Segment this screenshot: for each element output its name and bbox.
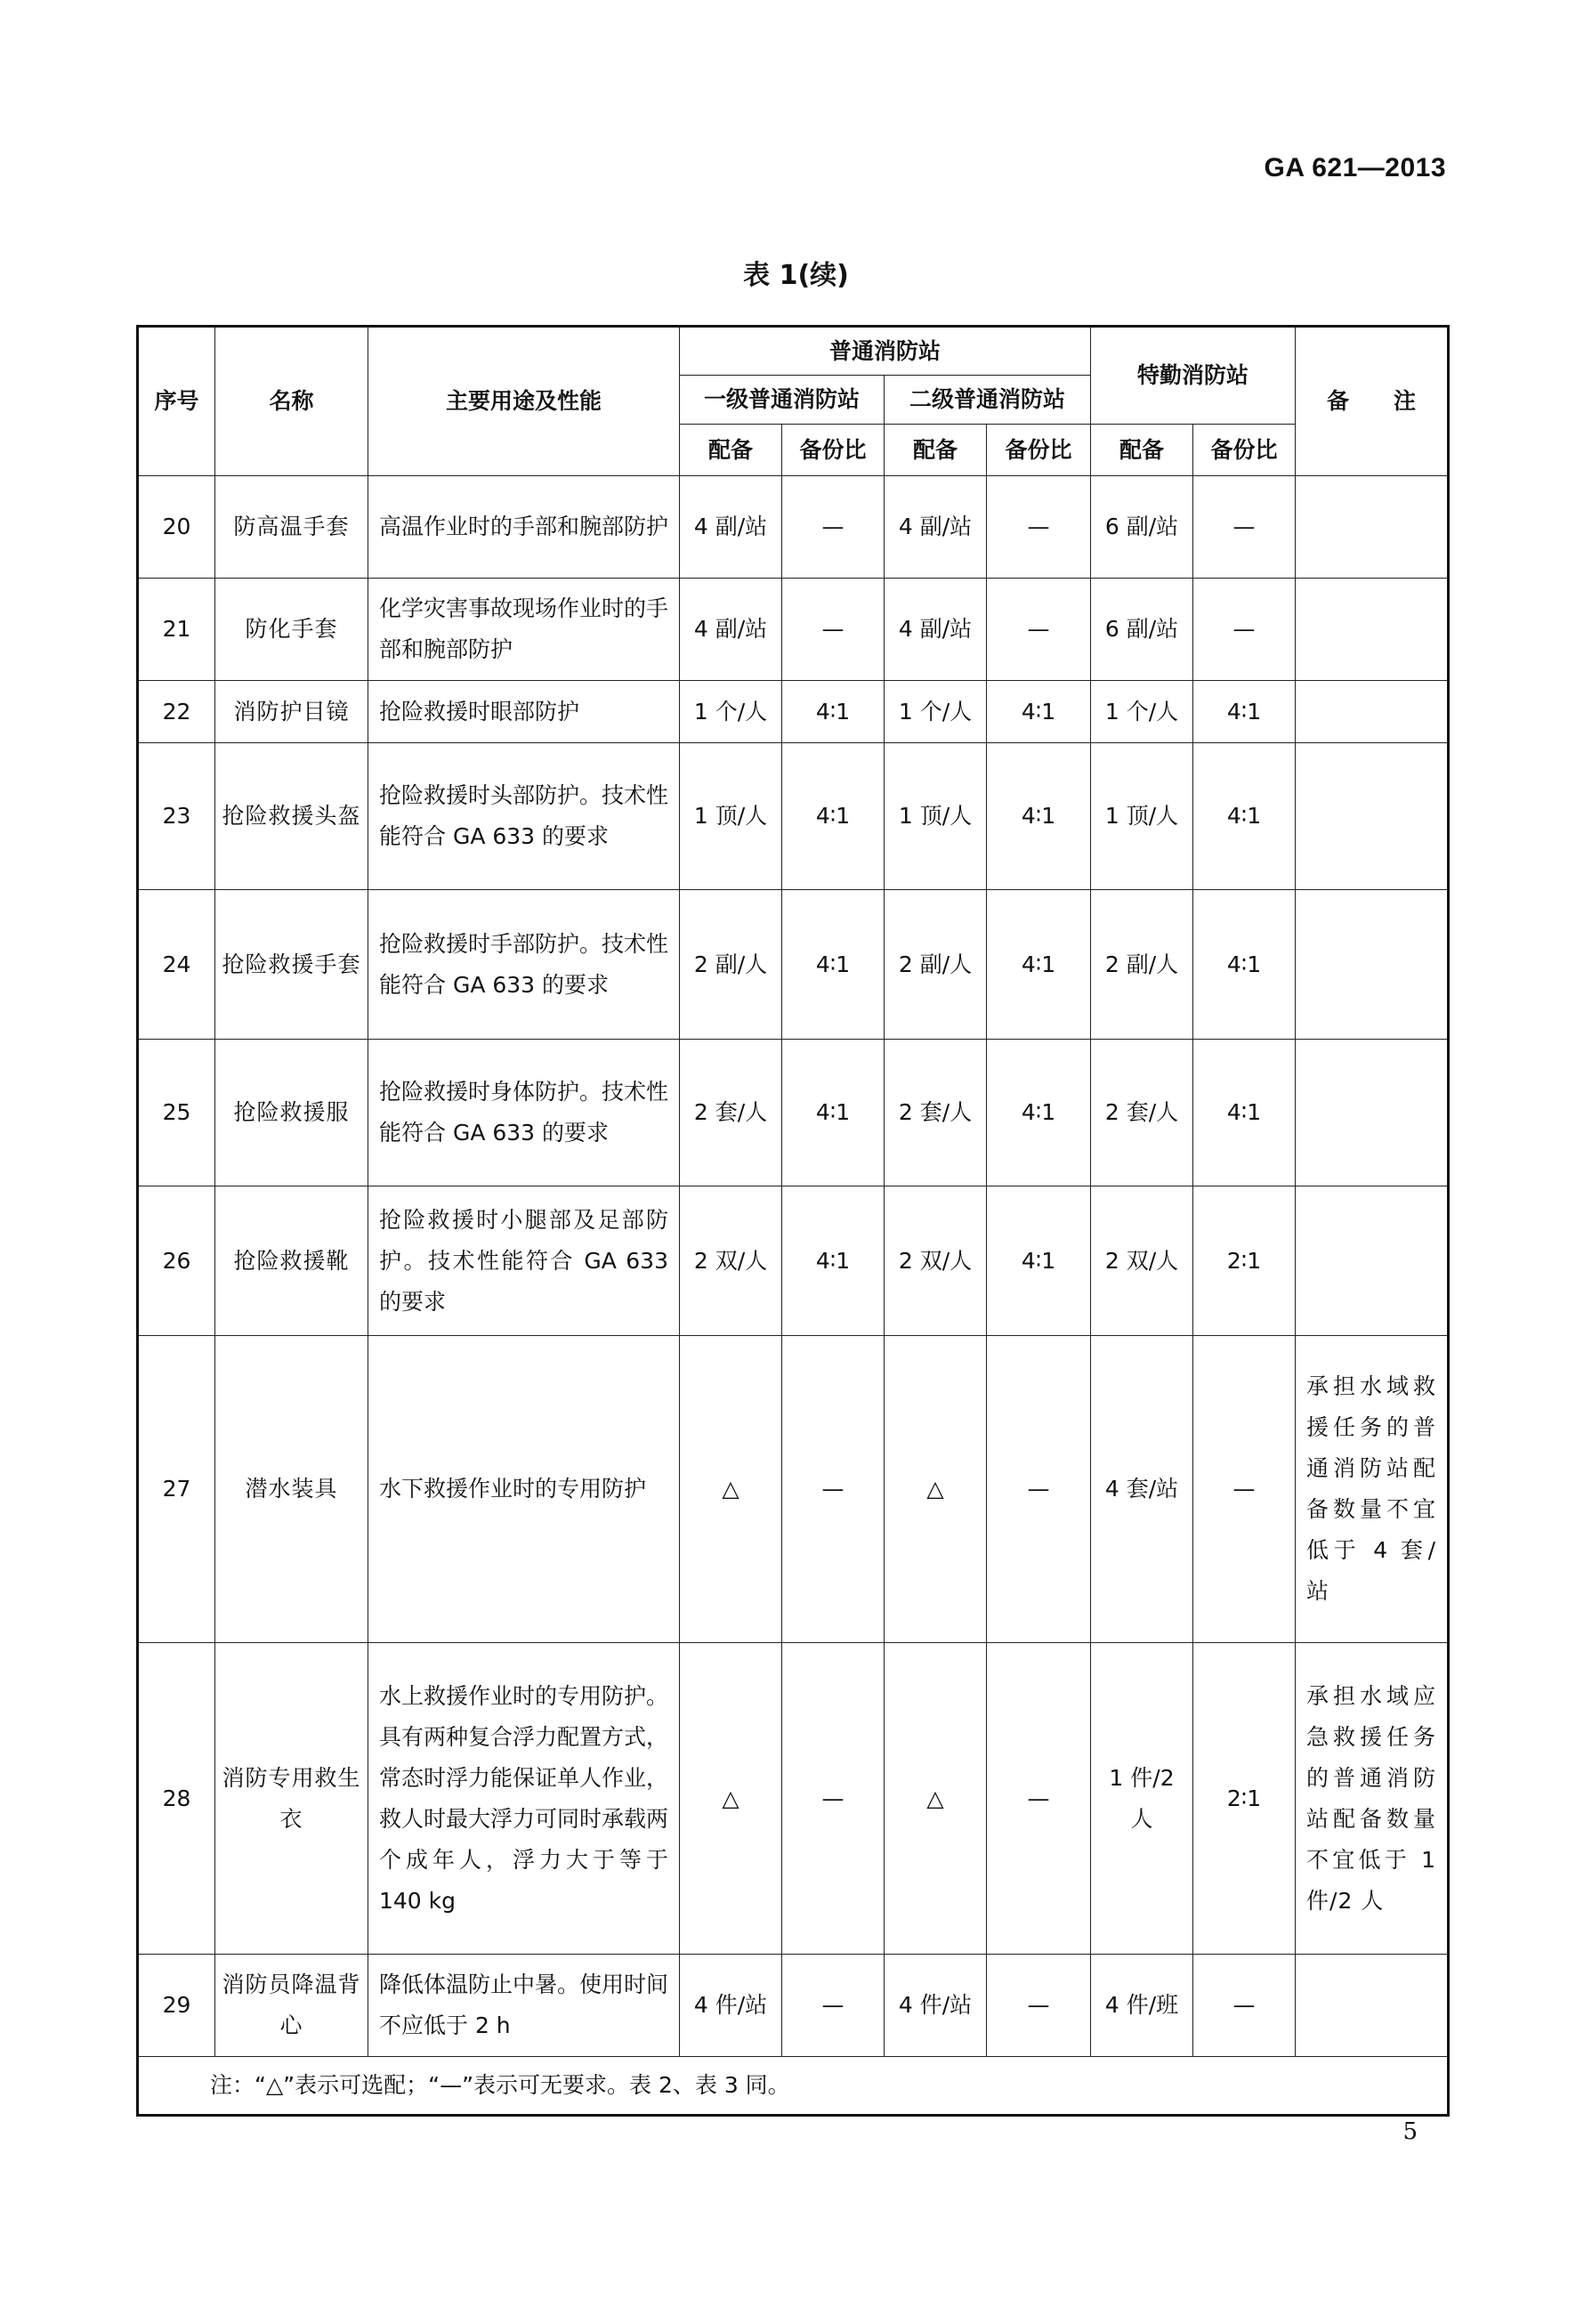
- table-row: [138, 1336, 1449, 1643]
- standard-code: GA 621—2013: [1264, 153, 1446, 182]
- cell-sp-equip: 4 件/班: [1091, 1955, 1193, 2057]
- cell-seq: 25: [138, 1040, 215, 1186]
- cell-seq: 23: [138, 743, 215, 890]
- cell-l1-backup: —: [782, 1643, 885, 1955]
- header-remark: 备 注: [1296, 327, 1449, 476]
- cell-sp-equip: 2 双/人: [1091, 1186, 1193, 1336]
- cell-remark: [1296, 1955, 1449, 2057]
- table-caption: 表 1(续): [743, 260, 849, 291]
- cell-l1-backup: 4∶1: [782, 1186, 885, 1336]
- cell-sp-backup: —: [1193, 476, 1296, 579]
- cell-sp-backup: 2∶1: [1193, 1643, 1296, 1955]
- cell-l1-equip: 2 副/人: [680, 890, 782, 1040]
- cell-l2-backup: —: [987, 579, 1091, 681]
- cell-sp-equip: 1 件/2 人: [1091, 1643, 1193, 1955]
- cell-l2-backup: 4∶1: [987, 890, 1091, 1040]
- cell-l2-equip: △: [885, 1643, 987, 1955]
- cell-l1-backup: —: [782, 1336, 885, 1643]
- header-seq: 序号: [138, 327, 215, 476]
- table-row: [138, 1186, 1449, 1336]
- cell-sp-equip: 2 套/人: [1091, 1040, 1193, 1186]
- cell-name: 潜水装具: [215, 1336, 368, 1643]
- header-l2-equip: 配备: [885, 425, 987, 476]
- cell-sp-equip: 4 套/站: [1091, 1336, 1193, 1643]
- cell-sp-backup: 4∶1: [1193, 890, 1296, 1040]
- cell-seq: 26: [138, 1186, 215, 1336]
- cell-l1-backup: —: [782, 1955, 885, 2057]
- cell-use: 抢险救援时小腿部及足部防护。技术性能符合 GA 633 的要求: [368, 1186, 680, 1336]
- cell-remark: [1296, 681, 1449, 743]
- cell-use: 化学灾害事故现场作业时的手部和腕部防护: [368, 579, 680, 681]
- cell-remark: [1296, 476, 1449, 579]
- cell-l2-backup: —: [987, 1336, 1091, 1643]
- cell-name: 抢险救援服: [215, 1040, 368, 1186]
- cell-name: 消防专用救生衣: [215, 1643, 368, 1955]
- cell-l2-equip: 1 顶/人: [885, 743, 987, 890]
- cell-name: 消防员降温背心: [215, 1955, 368, 2057]
- cell-name: 抢险救援头盔: [215, 743, 368, 890]
- cell-l1-equip: 1 个/人: [680, 681, 782, 743]
- cell-sp-backup: —: [1193, 1336, 1296, 1643]
- cell-name: 防化手套: [215, 579, 368, 681]
- cell-name: 抢险救援手套: [215, 890, 368, 1040]
- cell-l1-equip: 1 顶/人: [680, 743, 782, 890]
- cell-l2-backup: 4∶1: [987, 1186, 1091, 1336]
- cell-remark: 承担水域救援任务的普通消防站配备数量不宜低于 4 套/站: [1296, 1336, 1449, 1643]
- cell-sp-backup: —: [1193, 579, 1296, 681]
- cell-use: 水下救援作业时的专用防护: [368, 1336, 680, 1643]
- header-l1-equip: 配备: [680, 425, 782, 476]
- cell-sp-equip: 1 个/人: [1091, 681, 1193, 743]
- cell-l2-equip: 2 套/人: [885, 1040, 987, 1186]
- header-level2: 二级普通消防站: [885, 376, 1091, 425]
- table-row: [138, 1040, 1449, 1186]
- header-sp-equip: 配备: [1091, 425, 1193, 476]
- cell-l2-equip: 2 双/人: [885, 1186, 987, 1336]
- cell-l2-backup: —: [987, 1955, 1091, 2057]
- table-row: [138, 681, 1449, 743]
- header-l1-backup: 备份比: [782, 425, 885, 476]
- table-row: [138, 890, 1449, 1040]
- cell-l1-equip: △: [680, 1336, 782, 1643]
- cell-l1-equip: 4 副/站: [680, 579, 782, 681]
- cell-sp-equip: 6 副/站: [1091, 476, 1193, 579]
- cell-l2-backup: 4∶1: [987, 743, 1091, 890]
- cell-l2-equip: △: [885, 1336, 987, 1643]
- cell-use: 抢险救援时身体防护。技术性能符合 GA 633 的要求: [368, 1040, 680, 1186]
- cell-l1-backup: 4∶1: [782, 743, 885, 890]
- cell-l1-equip: 4 副/站: [680, 476, 782, 579]
- cell-l2-backup: 4∶1: [987, 681, 1091, 743]
- cell-l2-backup: 4∶1: [987, 1040, 1091, 1186]
- equipment-table: [136, 325, 1450, 2117]
- cell-l2-equip: 4 件/站: [885, 1955, 987, 2057]
- cell-remark: [1296, 890, 1449, 1040]
- cell-l1-equip: 4 件/站: [680, 1955, 782, 2057]
- cell-use: 抢险救援时头部防护。技术性能符合 GA 633 的要求: [368, 743, 680, 890]
- cell-use: 抢险救援时眼部防护: [368, 681, 680, 743]
- cell-remark: [1296, 1040, 1449, 1186]
- cell-l1-backup: —: [782, 579, 885, 681]
- cell-seq: 27: [138, 1336, 215, 1643]
- cell-seq: 29: [138, 1955, 215, 2057]
- cell-use: 水上救援作业时的专用防护。具有两种复合浮力配置方式，常态时浮力能保证单人作业，救人时最大浮力可同时承载两个成年人，浮力大于等于 140 kg: [368, 1643, 680, 1955]
- table-header: [138, 327, 1449, 476]
- cell-l1-equip: △: [680, 1643, 782, 1955]
- cell-remark: [1296, 579, 1449, 681]
- cell-sp-equip: 2 副/人: [1091, 890, 1193, 1040]
- table-footnote: 注：“△”表示可选配；“—”表示可无要求。表 2、表 3 同。: [138, 2057, 1449, 2116]
- header-name: 名称: [215, 327, 368, 476]
- cell-name: 抢险救援靴: [215, 1186, 368, 1336]
- table-body: [138, 476, 1449, 2116]
- header-special-station: 特勤消防站: [1091, 327, 1296, 425]
- cell-sp-equip: 1 顶/人: [1091, 743, 1193, 890]
- cell-l2-equip: 2 副/人: [885, 890, 987, 1040]
- cell-seq: 28: [138, 1643, 215, 1955]
- page-number: 5: [1402, 2118, 1418, 2145]
- cell-name: 消防护目镜: [215, 681, 368, 743]
- cell-sp-backup: 4∶1: [1193, 743, 1296, 890]
- cell-l2-equip: 4 副/站: [885, 476, 987, 579]
- header-level1: 一级普通消防站: [680, 376, 885, 425]
- table-row: [138, 743, 1449, 890]
- cell-use: 降低体温防止中暑。使用时间不应低于 2 h: [368, 1955, 680, 2057]
- table-row: [138, 1643, 1449, 1955]
- header-l2-backup: 备份比: [987, 425, 1091, 476]
- cell-name: 防高温手套: [215, 476, 368, 579]
- cell-sp-backup: 4∶1: [1193, 681, 1296, 743]
- header-use: 主要用途及性能: [368, 327, 680, 476]
- cell-seq: 24: [138, 890, 215, 1040]
- table-row: [138, 1955, 1449, 2057]
- cell-l1-backup: 4∶1: [782, 890, 885, 1040]
- cell-l1-equip: 2 双/人: [680, 1186, 782, 1336]
- cell-remark: 承担水域应急救援任务的普通消防站配备数量不宜低于 1 件/2 人: [1296, 1643, 1449, 1955]
- cell-seq: 20: [138, 476, 215, 579]
- cell-l1-equip: 2 套/人: [680, 1040, 782, 1186]
- cell-l1-backup: —: [782, 476, 885, 579]
- header-sp-backup: 备份比: [1193, 425, 1296, 476]
- cell-sp-backup: 4∶1: [1193, 1040, 1296, 1186]
- cell-l2-equip: 1 个/人: [885, 681, 987, 743]
- cell-sp-backup: —: [1193, 1955, 1296, 2057]
- header-general-station: 普通消防站: [680, 327, 1091, 376]
- cell-l2-equip: 4 副/站: [885, 579, 987, 681]
- cell-use: 抢险救援时手部防护。技术性能符合 GA 633 的要求: [368, 890, 680, 1040]
- table-row: [138, 476, 1449, 579]
- cell-use: 高温作业时的手部和腕部防护: [368, 476, 680, 579]
- cell-l2-backup: —: [987, 1643, 1091, 1955]
- footnote-row: [138, 2057, 1449, 2116]
- cell-l2-backup: —: [987, 476, 1091, 579]
- cell-l1-backup: 4∶1: [782, 681, 885, 743]
- cell-sp-backup: 2∶1: [1193, 1186, 1296, 1336]
- cell-remark: [1296, 1186, 1449, 1336]
- table-row: [138, 579, 1449, 681]
- cell-remark: [1296, 743, 1449, 890]
- cell-seq: 21: [138, 579, 215, 681]
- cell-l1-backup: 4∶1: [782, 1040, 885, 1186]
- cell-sp-equip: 6 副/站: [1091, 579, 1193, 681]
- cell-seq: 22: [138, 681, 215, 743]
